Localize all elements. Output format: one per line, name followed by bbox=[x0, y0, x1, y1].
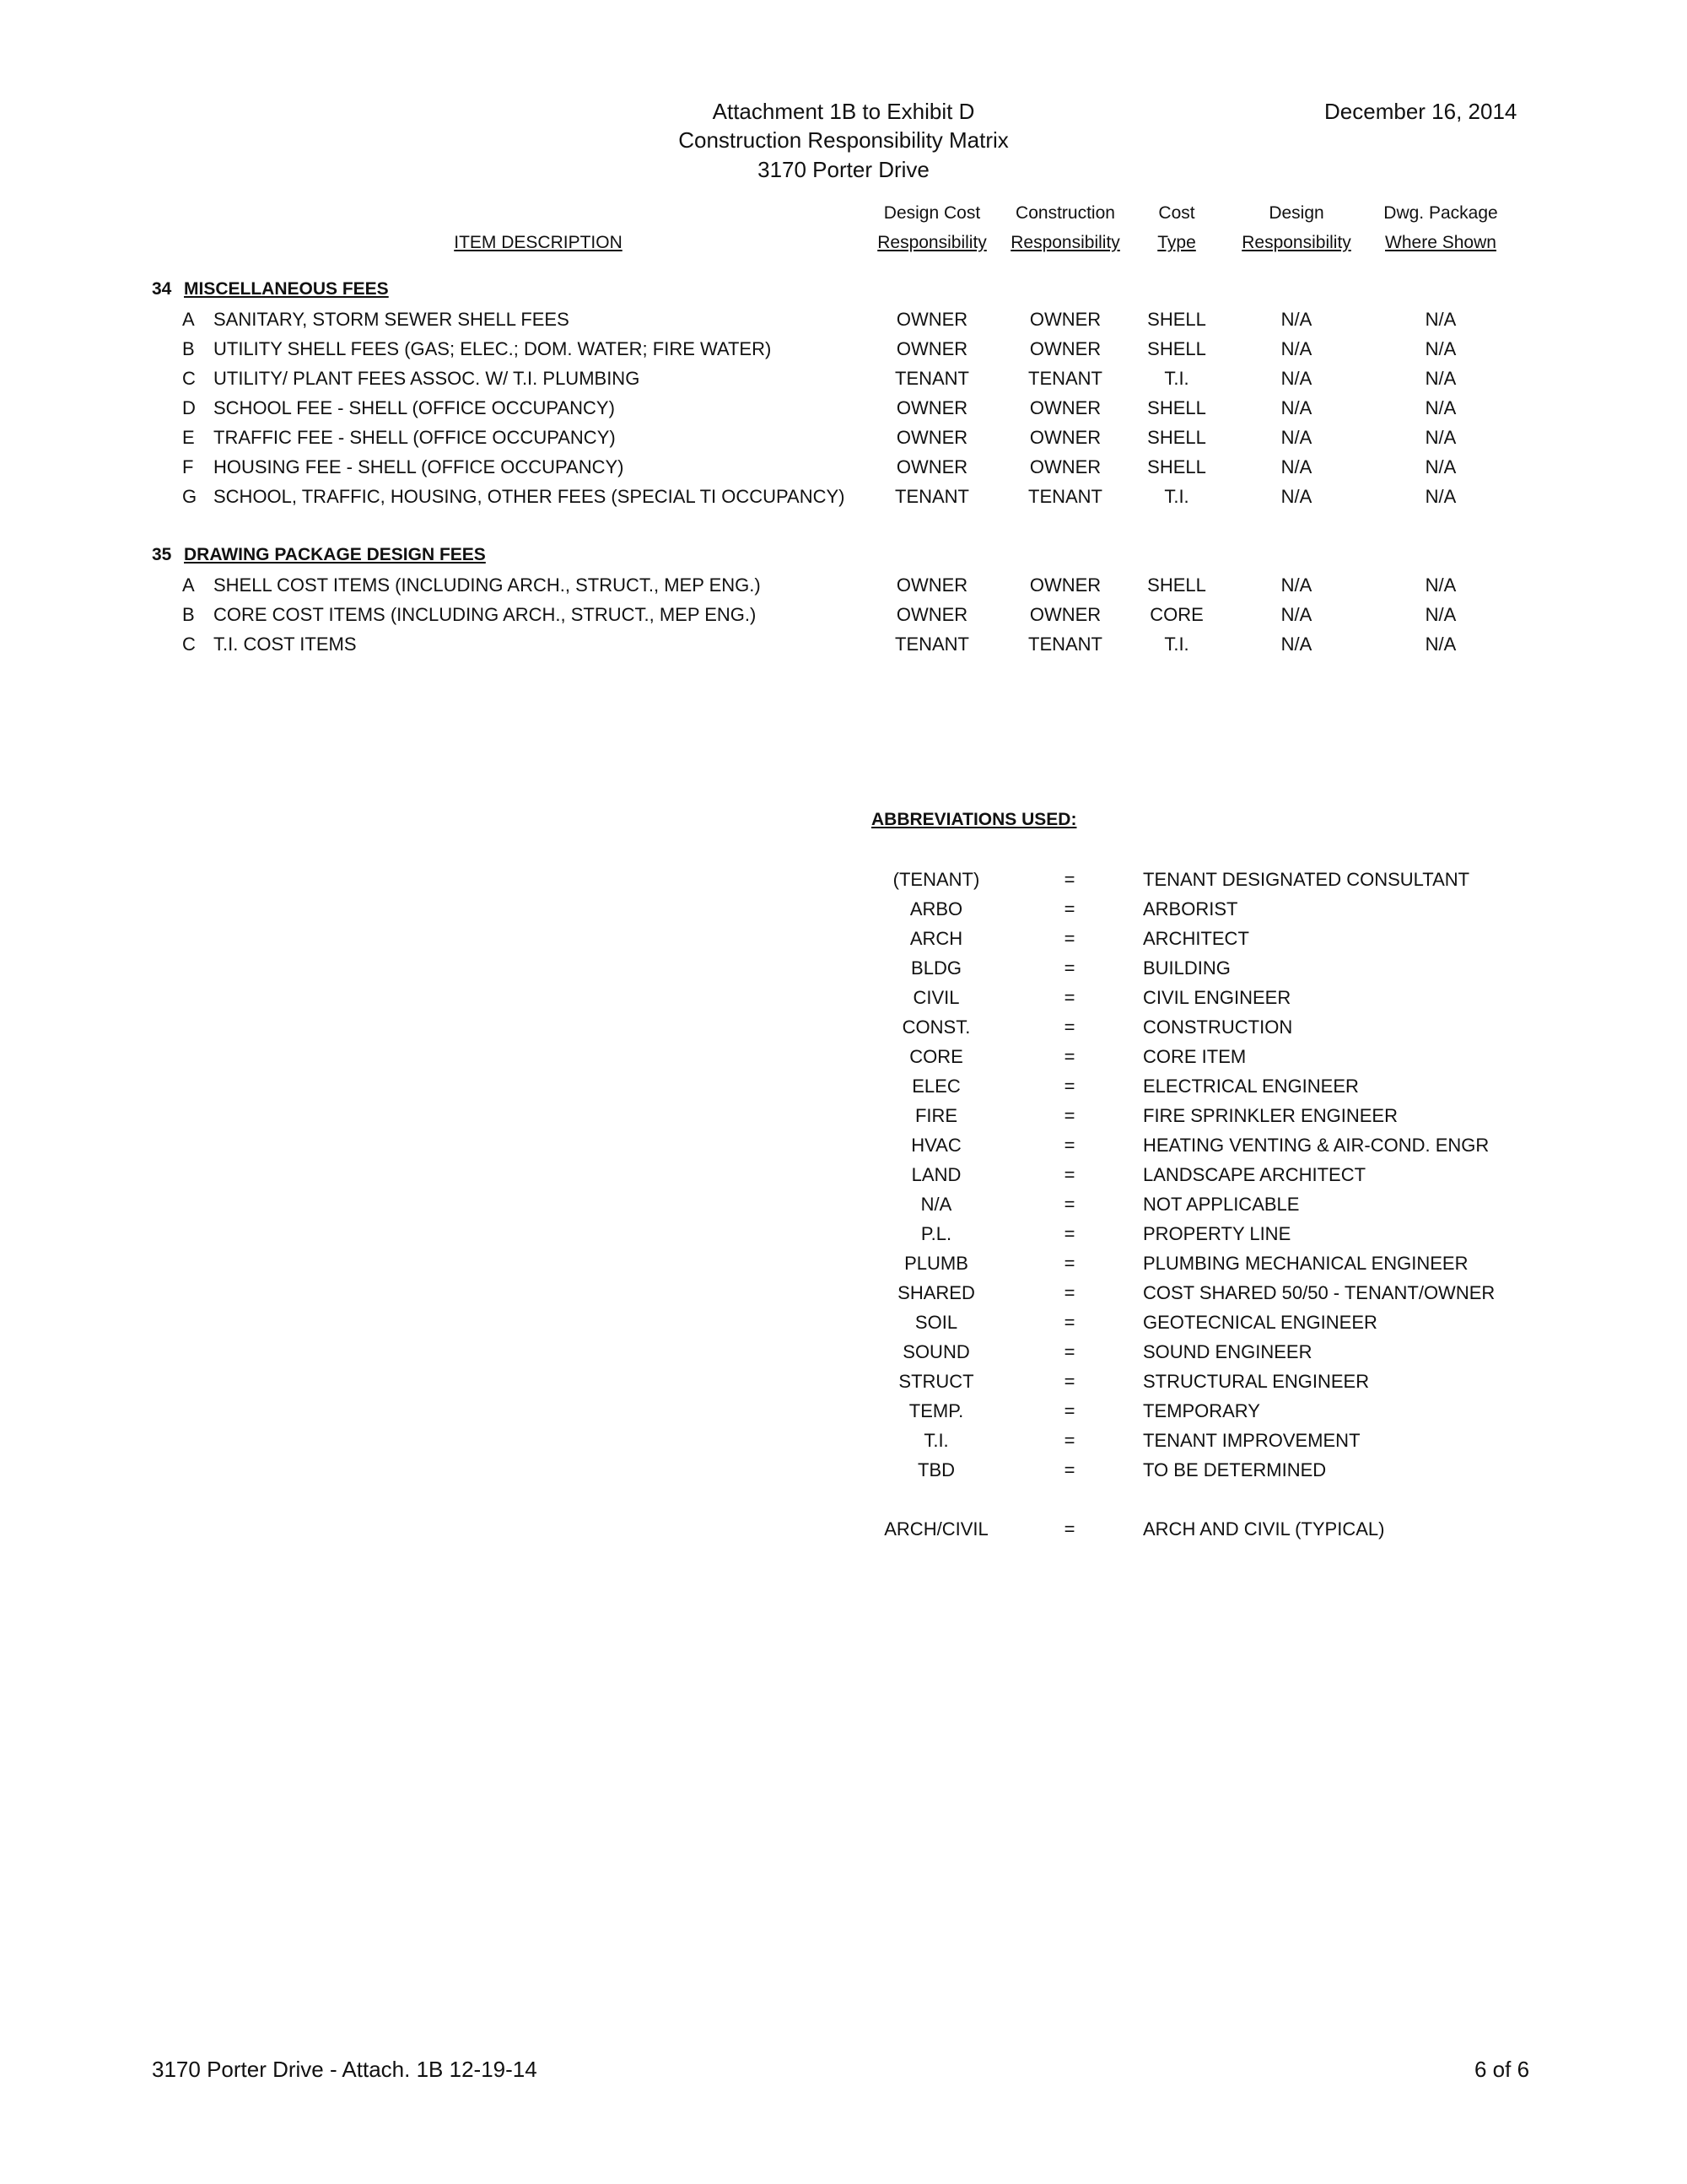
equals-sign: = bbox=[1064, 1017, 1075, 1038]
design-responsibility: N/A bbox=[1280, 604, 1312, 625]
abbreviation-term: STRUCT bbox=[898, 1371, 974, 1392]
construction-responsibility: OWNER bbox=[1029, 604, 1102, 625]
item-description: TRAFFIC FEE - SHELL (OFFICE OCCUPANCY) bbox=[213, 427, 616, 448]
abbreviation-term: SOIL bbox=[914, 1312, 958, 1333]
abbreviation-row bbox=[0, 1194, 1687, 1223]
abbreviation-row bbox=[0, 1400, 1687, 1430]
item-letter: E bbox=[182, 427, 195, 448]
design-responsibility: N/A bbox=[1280, 368, 1312, 389]
abbreviation-meaning: GEOTECNICAL ENGINEER bbox=[1143, 1312, 1377, 1333]
abbreviation-row bbox=[0, 1282, 1687, 1312]
abbreviation-meaning: FIRE SPRINKLER ENGINEER bbox=[1143, 1105, 1398, 1126]
abbreviation-term: SHARED bbox=[897, 1282, 975, 1303]
section-title: DRAWING PACKAGE DESIGN FEES bbox=[184, 545, 486, 564]
table-row bbox=[0, 427, 1687, 456]
equals-sign: = bbox=[1064, 1194, 1075, 1215]
abbreviation-row bbox=[0, 1518, 1687, 1548]
table-row bbox=[0, 368, 1687, 397]
construction-responsibility: OWNER bbox=[1029, 338, 1102, 359]
cost-type: CORE bbox=[1150, 604, 1204, 625]
table-row bbox=[0, 397, 1687, 427]
design-responsibility: N/A bbox=[1280, 427, 1312, 448]
abbreviation-row bbox=[0, 1135, 1687, 1164]
design-responsibility: N/A bbox=[1280, 486, 1312, 507]
abbreviation-term: CIVIL bbox=[913, 987, 960, 1008]
abbreviation-meaning: ELECTRICAL ENGINEER bbox=[1143, 1076, 1359, 1097]
item-letter: B bbox=[182, 338, 195, 359]
construction-responsibility: TENANT bbox=[1028, 368, 1102, 389]
equals-sign: = bbox=[1064, 898, 1075, 919]
abbreviation-meaning: HEATING VENTING & AIR-COND. ENGR bbox=[1143, 1135, 1490, 1156]
section-number: 35 bbox=[152, 545, 172, 564]
design-cost-responsibility: OWNER bbox=[896, 397, 968, 418]
table-row bbox=[0, 574, 1687, 604]
abbreviation-term: N/A bbox=[920, 1194, 952, 1215]
item-letter: A bbox=[182, 309, 195, 330]
dwg-package-where-shown: N/A bbox=[1425, 368, 1457, 389]
equals-sign: = bbox=[1064, 1400, 1075, 1421]
item-description: SHELL COST ITEMS (INCLUDING ARCH., STRUCT., MEP ENG.) bbox=[213, 574, 761, 596]
equals-sign: = bbox=[1064, 1341, 1075, 1362]
design-cost-responsibility: OWNER bbox=[896, 574, 968, 596]
table-row bbox=[0, 634, 1687, 663]
dwg-package-where-shown: N/A bbox=[1425, 397, 1457, 418]
design-cost-responsibility: TENANT bbox=[895, 486, 969, 507]
document-title-line-1: Attachment 1B to Exhibit D bbox=[712, 99, 975, 124]
abbreviation-term: FIRE bbox=[914, 1105, 958, 1126]
construction-responsibility: TENANT bbox=[1028, 486, 1102, 507]
equals-sign: = bbox=[1064, 1282, 1075, 1303]
abbreviation-meaning: SOUND ENGINEER bbox=[1143, 1341, 1312, 1362]
construction-responsibility: OWNER bbox=[1029, 397, 1102, 418]
item-letter: G bbox=[182, 486, 197, 507]
construction-responsibility: OWNER bbox=[1029, 456, 1102, 477]
design-responsibility: N/A bbox=[1280, 634, 1312, 655]
equals-sign: = bbox=[1064, 1253, 1075, 1274]
section-number: 34 bbox=[152, 279, 172, 299]
abbreviation-term: ARCH/CIVIL bbox=[884, 1518, 989, 1540]
design-responsibility: N/A bbox=[1280, 456, 1312, 477]
dwg-package-where-shown: N/A bbox=[1425, 634, 1457, 655]
cost-type: T.I. bbox=[1164, 486, 1189, 507]
column-header-design-responsibility-line-1: Design bbox=[1269, 203, 1324, 223]
abbreviation-meaning: ARCH AND CIVIL (TYPICAL) bbox=[1143, 1518, 1385, 1540]
abbreviation-meaning: STRUCTURAL ENGINEER bbox=[1143, 1371, 1370, 1392]
cost-type: SHELL bbox=[1147, 574, 1206, 596]
section-title: MISCELLANEOUS FEES bbox=[184, 279, 389, 299]
dwg-package-where-shown: N/A bbox=[1425, 427, 1457, 448]
dwg-package-where-shown: N/A bbox=[1425, 309, 1457, 330]
column-header-cost-type-line-2: Type bbox=[1157, 233, 1196, 252]
dwg-package-where-shown: N/A bbox=[1425, 456, 1457, 477]
equals-sign: = bbox=[1064, 1105, 1075, 1126]
abbreviation-term: CORE bbox=[909, 1046, 963, 1067]
abbreviation-term: TBD bbox=[918, 1459, 955, 1480]
equals-sign: = bbox=[1064, 928, 1075, 949]
column-header-design-cost-line-2: Responsibility bbox=[877, 233, 987, 252]
abbreviation-term: ARCH bbox=[909, 928, 963, 949]
equals-sign: = bbox=[1064, 1459, 1075, 1480]
abbreviation-row bbox=[0, 1017, 1687, 1046]
abbreviation-row bbox=[0, 928, 1687, 957]
abbreviation-term: PLUMB bbox=[904, 1253, 968, 1274]
column-header-construction-line-2: Responsibility bbox=[1011, 233, 1120, 252]
abbreviation-row bbox=[0, 1223, 1687, 1253]
abbreviation-term: SOUND bbox=[903, 1341, 970, 1362]
abbreviation-term: ARBO bbox=[909, 898, 963, 919]
design-cost-responsibility: OWNER bbox=[896, 338, 968, 359]
cost-type: SHELL bbox=[1147, 456, 1206, 477]
column-header-design-responsibility-line-2: Responsibility bbox=[1242, 233, 1351, 252]
dwg-package-where-shown: N/A bbox=[1425, 604, 1457, 625]
design-responsibility: N/A bbox=[1280, 574, 1312, 596]
abbreviation-term: HVAC bbox=[911, 1135, 962, 1156]
abbreviation-row bbox=[0, 1105, 1687, 1135]
item-description: SCHOOL FEE - SHELL (OFFICE OCCUPANCY) bbox=[213, 397, 615, 418]
abbreviation-row bbox=[0, 1046, 1687, 1076]
abbreviation-term: T.I. bbox=[924, 1430, 949, 1451]
item-letter: F bbox=[182, 456, 194, 477]
item-letter: D bbox=[182, 397, 196, 418]
abbreviation-meaning: TEMPORARY bbox=[1143, 1400, 1260, 1421]
page-number: 6 of 6 bbox=[1474, 2057, 1530, 2082]
abbreviation-meaning: CIVIL ENGINEER bbox=[1143, 987, 1291, 1008]
table-row bbox=[0, 604, 1687, 634]
item-letter: B bbox=[182, 604, 195, 625]
abbreviation-row bbox=[0, 1164, 1687, 1194]
abbreviation-meaning: ARCHITECT bbox=[1143, 928, 1249, 949]
abbreviation-row bbox=[0, 1371, 1687, 1400]
table-row bbox=[0, 486, 1687, 515]
column-header-design-cost-line-1: Design Cost bbox=[883, 203, 981, 223]
abbreviation-row bbox=[0, 987, 1687, 1017]
abbreviation-row bbox=[0, 1341, 1687, 1371]
equals-sign: = bbox=[1064, 1518, 1075, 1540]
abbreviation-term: LAND bbox=[911, 1164, 962, 1185]
equals-sign: = bbox=[1064, 987, 1075, 1008]
design-responsibility: N/A bbox=[1280, 338, 1312, 359]
abbreviation-meaning: LANDSCAPE ARCHITECT bbox=[1143, 1164, 1366, 1185]
equals-sign: = bbox=[1064, 869, 1075, 890]
design-cost-responsibility: TENANT bbox=[895, 368, 969, 389]
abbreviation-meaning: PLUMBING MECHANICAL ENGINEER bbox=[1143, 1253, 1469, 1274]
abbreviation-term: (TENANT) bbox=[892, 869, 980, 890]
abbreviation-term: CONST. bbox=[902, 1017, 971, 1038]
design-cost-responsibility: OWNER bbox=[896, 309, 968, 330]
table-row bbox=[0, 338, 1687, 368]
abbreviation-row bbox=[0, 1253, 1687, 1282]
document-title-line-2: Construction Responsibility Matrix bbox=[678, 127, 1009, 153]
abbreviation-row bbox=[0, 1430, 1687, 1459]
abbreviation-term: ELEC bbox=[912, 1076, 961, 1097]
abbreviation-row bbox=[0, 869, 1687, 898]
item-description: UTILITY SHELL FEES (GAS; ELEC.; DOM. WATER; FIRE WATER) bbox=[213, 338, 772, 359]
design-responsibility: N/A bbox=[1280, 309, 1312, 330]
item-letter: A bbox=[182, 574, 195, 596]
equals-sign: = bbox=[1064, 1135, 1075, 1156]
column-header-construction-line-1: Construction bbox=[1016, 203, 1115, 223]
dwg-package-where-shown: N/A bbox=[1425, 486, 1457, 507]
construction-responsibility: OWNER bbox=[1029, 427, 1102, 448]
column-header-cost-type-line-1: Cost bbox=[1158, 203, 1195, 223]
abbreviation-meaning: CONSTRUCTION bbox=[1143, 1017, 1293, 1038]
dwg-package-where-shown: N/A bbox=[1425, 574, 1457, 596]
abbreviation-meaning: BUILDING bbox=[1143, 957, 1231, 979]
item-description: SANITARY, STORM SEWER SHELL FEES bbox=[213, 309, 569, 330]
cost-type: SHELL bbox=[1147, 397, 1206, 418]
abbreviation-meaning: ARBORIST bbox=[1143, 898, 1238, 919]
footer-document-label: 3170 Porter Drive - Attach. 1B 12-19-14 bbox=[152, 2057, 537, 2082]
equals-sign: = bbox=[1064, 1430, 1075, 1451]
abbreviation-term: TEMP. bbox=[908, 1400, 964, 1421]
abbreviation-meaning: COST SHARED 50/50 - TENANT/OWNER bbox=[1143, 1282, 1496, 1303]
design-cost-responsibility: TENANT bbox=[895, 634, 969, 655]
column-header-dwg-package-line-2: Where Shown bbox=[1385, 233, 1496, 252]
table-row bbox=[0, 456, 1687, 486]
design-cost-responsibility: OWNER bbox=[896, 456, 968, 477]
item-description: T.I. COST ITEMS bbox=[213, 634, 357, 655]
column-header-dwg-package-line-1: Dwg. Package bbox=[1383, 203, 1498, 223]
equals-sign: = bbox=[1064, 1076, 1075, 1097]
item-description: CORE COST ITEMS (INCLUDING ARCH., STRUCT., MEP ENG.) bbox=[213, 604, 757, 625]
cost-type: T.I. bbox=[1164, 634, 1189, 655]
document-title-line-3: 3170 Porter Drive bbox=[757, 157, 930, 182]
item-letter: C bbox=[182, 634, 196, 655]
construction-responsibility: OWNER bbox=[1029, 574, 1102, 596]
design-responsibility: N/A bbox=[1280, 397, 1312, 418]
cost-type: SHELL bbox=[1147, 427, 1206, 448]
abbreviation-row bbox=[0, 957, 1687, 987]
abbreviation-row bbox=[0, 898, 1687, 928]
item-description: SCHOOL, TRAFFIC, HOUSING, OTHER FEES (SPECIAL TI OCCUPANCY) bbox=[213, 486, 845, 507]
equals-sign: = bbox=[1064, 1223, 1075, 1244]
abbreviation-term: BLDG bbox=[911, 957, 962, 979]
cost-type: SHELL bbox=[1147, 309, 1206, 330]
construction-responsibility: TENANT bbox=[1028, 634, 1102, 655]
construction-responsibility: OWNER bbox=[1029, 309, 1102, 330]
equals-sign: = bbox=[1064, 1164, 1075, 1185]
equals-sign: = bbox=[1064, 1371, 1075, 1392]
item-description: UTILITY/ PLANT FEES ASSOC. W/ T.I. PLUMBING bbox=[213, 368, 640, 389]
abbreviation-meaning: CORE ITEM bbox=[1143, 1046, 1247, 1067]
column-header-item-description: ITEM DESCRIPTION bbox=[454, 233, 623, 252]
abbreviation-meaning: PROPERTY LINE bbox=[1143, 1223, 1291, 1244]
design-cost-responsibility: OWNER bbox=[896, 427, 968, 448]
abbreviation-term: P.L. bbox=[920, 1223, 952, 1244]
cost-type: SHELL bbox=[1147, 338, 1206, 359]
design-cost-responsibility: OWNER bbox=[896, 604, 968, 625]
document-date: December 16, 2014 bbox=[1324, 99, 1517, 124]
equals-sign: = bbox=[1064, 1312, 1075, 1333]
abbreviation-row bbox=[0, 1312, 1687, 1341]
equals-sign: = bbox=[1064, 1046, 1075, 1067]
abbreviation-meaning: NOT APPLICABLE bbox=[1143, 1194, 1300, 1215]
abbreviation-meaning: TENANT DESIGNATED CONSULTANT bbox=[1143, 869, 1470, 890]
abbreviation-row bbox=[0, 1459, 1687, 1489]
abbreviation-meaning: TENANT IMPROVEMENT bbox=[1143, 1430, 1361, 1451]
abbreviation-meaning: TO BE DETERMINED bbox=[1143, 1459, 1327, 1480]
item-description: HOUSING FEE - SHELL (OFFICE OCCUPANCY) bbox=[213, 456, 624, 477]
equals-sign: = bbox=[1064, 957, 1075, 979]
abbreviations-title: ABBREVIATIONS USED: bbox=[871, 810, 1077, 829]
dwg-package-where-shown: N/A bbox=[1425, 338, 1457, 359]
abbreviation-row bbox=[0, 1076, 1687, 1105]
table-row bbox=[0, 309, 1687, 338]
item-letter: C bbox=[182, 368, 196, 389]
cost-type: T.I. bbox=[1164, 368, 1189, 389]
